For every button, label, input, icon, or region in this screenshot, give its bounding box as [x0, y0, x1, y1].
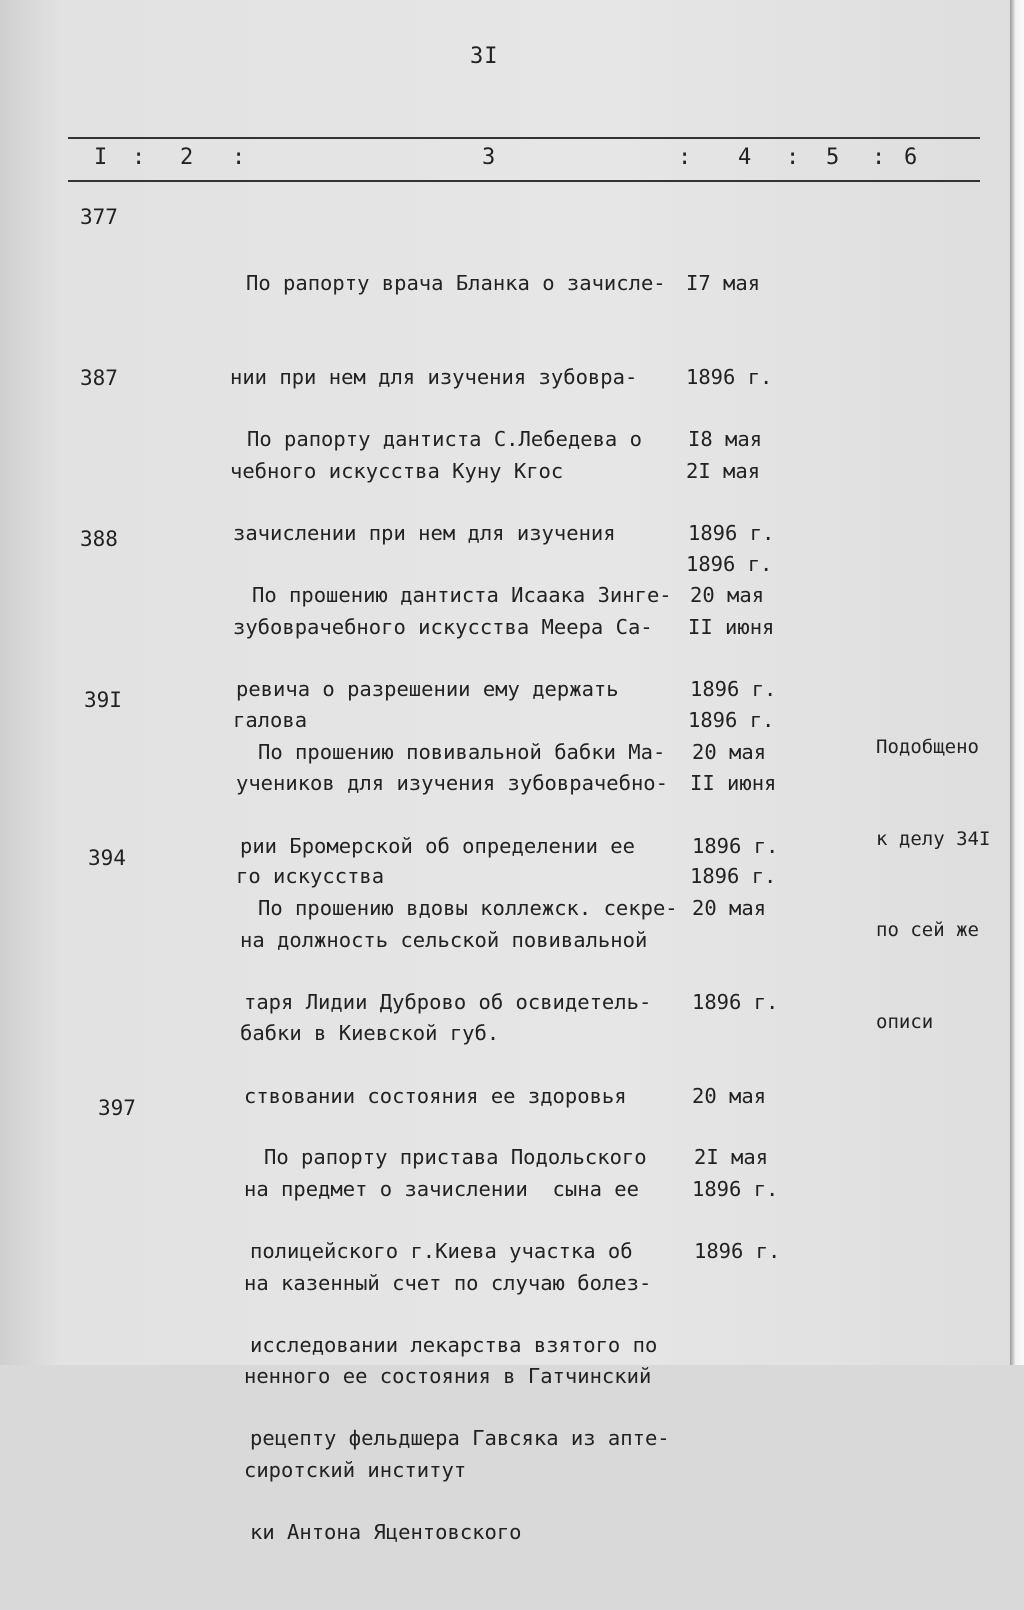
entry-number: 377	[80, 205, 118, 229]
entry-dates: 20 мая 1896 г.	[692, 740, 779, 859]
column-header-sep: :	[232, 145, 246, 170]
column-header-3: 3	[482, 145, 496, 170]
entry-number: 394	[88, 846, 126, 870]
header-rule-bottom	[68, 180, 980, 182]
column-header-5: 5	[826, 145, 840, 170]
entry-dates: 20 мая 1896 г. II июня 1896 г.	[690, 583, 777, 889]
entry-description: По прошению дантиста Исаака Зинге- ревича о разрешении ему держать учеников для изучения зубоврачебно- го искусства	[236, 583, 672, 889]
entry-dates: I7 мая 1896 г. 2I мая 1896 г.	[686, 271, 773, 577]
column-header-2: 2	[180, 145, 194, 170]
entry-description: По прошению повивальной бабки Ма- рии Бромерской об определении ее на должность сельской повивальной бабки в Киевской губ.	[240, 740, 666, 1046]
header-rule-top	[68, 137, 980, 139]
column-header-6: 6	[904, 145, 918, 170]
entry-dates: 2I мая 1896 г.	[694, 1145, 781, 1264]
page-number: 3I	[470, 44, 499, 69]
entry-description: По рапорту пристава Подольского полицейского г.Киева участка об исследовании лекарства взятого по рецепту фельдшера Гавсяка из апте- ки Антона Яцентовского	[250, 1145, 670, 1544]
entry-dates: I8 мая 1896 г. II июня 1896 г.	[688, 427, 775, 733]
entry-note: Подобщено к делу 34I по сей же описи	[876, 736, 991, 1033]
column-header-sep: :	[132, 145, 146, 170]
entry-description: По рапорту дантиста С.Лебедева о зачислении при нем для изучения зубоврачебного искусства Меера Са- галова	[233, 427, 653, 733]
column-header-sep: :	[872, 145, 886, 170]
entry-number: 388	[80, 527, 118, 551]
column-header-4: 4	[738, 145, 752, 170]
entry-dates: 20 мая 1896 г. 20 мая 1896 г.	[692, 896, 779, 1202]
entry-number: 387	[80, 366, 118, 390]
entry-description: По прошению вдовы коллежск. секре- таря Лидии Дуброво об освидетель- ствовании состояния ее здоровья на предмет о зачислении сына ее на казенный счет по случаю болез- ненного ее состояния в Гатчинский сиротский институт	[244, 896, 678, 1483]
entry-number: 397	[98, 1096, 136, 1120]
column-header-sep: :	[786, 145, 800, 170]
column-header-sep: :	[678, 145, 692, 170]
entry-number: 39I	[84, 688, 122, 712]
page-edge	[1010, 0, 1024, 1365]
entry-description: По рапорту врача Бланка о зачисле- нии при нем для изучения зубовра- чебного искусства Куну Кгос	[230, 271, 666, 483]
column-header-1: I	[94, 145, 108, 170]
